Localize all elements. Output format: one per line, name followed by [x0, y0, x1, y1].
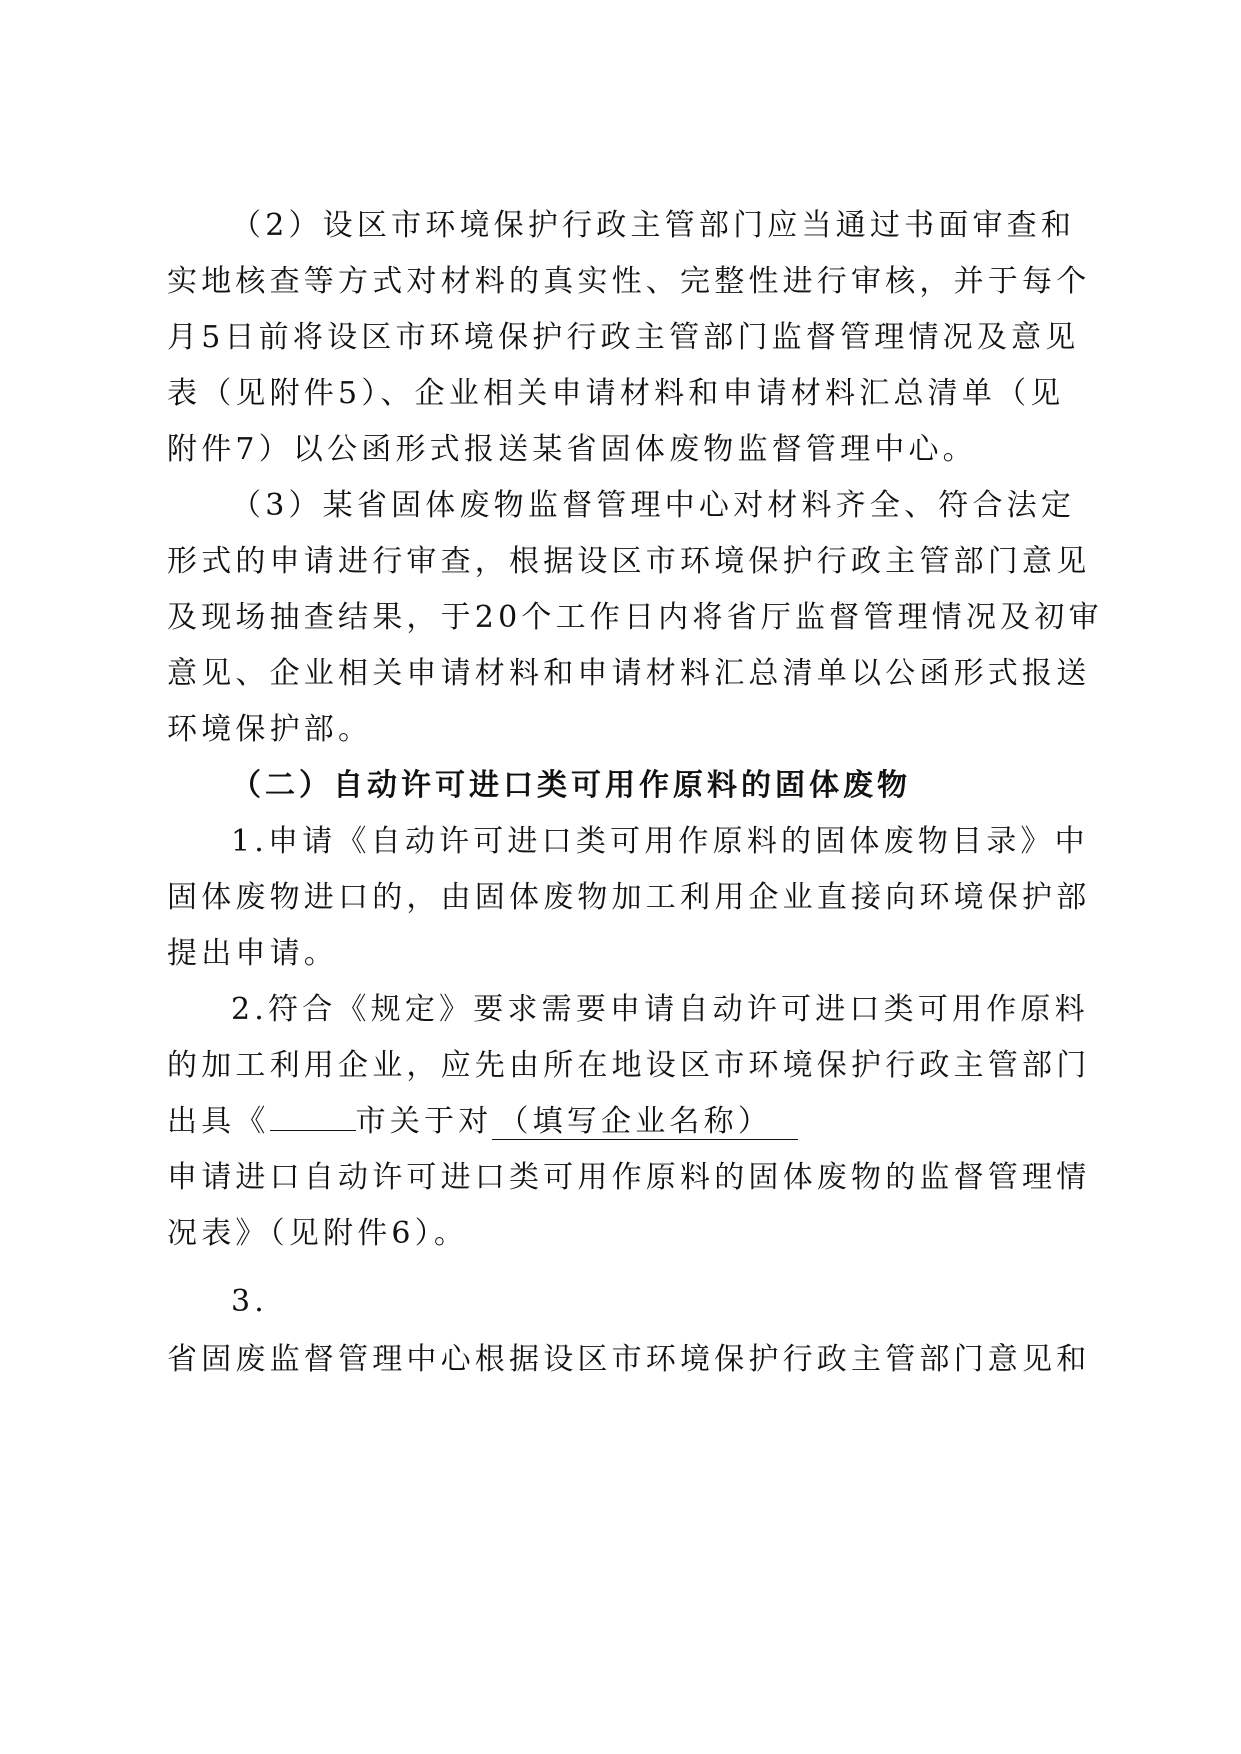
paragraph-line: 3. — [231, 1284, 269, 1319]
paragraph-line: 的加工利用企业，应先由所在地设区市环境保护行政主管部门 — [167, 1048, 1091, 1083]
paragraph-line: 环境保护部。 — [167, 712, 373, 747]
paragraph-line: 实地核查等方式对材料的真实性、完整性进行审核，并于每个 — [167, 264, 1091, 299]
paragraph-line: 表（见附件5）、企业相关申请材料和申请材料汇总清单（见 — [167, 376, 1065, 411]
form-line — [167, 1102, 798, 1142]
paragraph-line: 固体废物进口的，由固体废物加工利用企业直接向环境保护部 — [167, 880, 1091, 915]
paragraph-line: 1.申请《自动许可进口类可用作原料的固体废物目录》中 — [231, 824, 1089, 859]
paragraph-line: 申请进口自动许可进口类可用作原料的固体废物的监督管理情 — [167, 1160, 1091, 1195]
paragraph-line: 况表》（见附件6）。 — [167, 1216, 469, 1251]
city-blank-field[interactable] — [270, 1102, 356, 1131]
paragraph-line: 附件7）以公函形式报送某省固体废物监督管理中心。 — [167, 432, 977, 467]
form-line-prefix: 出具《 — [167, 1104, 270, 1139]
paragraph-line: （3）某省固体废物监督管理中心对材料齐全、符合法定 — [231, 488, 1076, 523]
paragraph-line: （2）设区市环境保护行政主管部门应当通过书面审查和 — [231, 208, 1076, 243]
paragraph-line: 月5日前将设区市环境保护行政主管部门监督管理情况及意见 — [167, 320, 1080, 355]
paragraph-line: 省固废监督管理中心根据设区市环境保护行政主管部门意见和 — [167, 1342, 1091, 1377]
form-line-middle: 市关于对 — [355, 1104, 493, 1139]
paragraph-line: 2.符合《规定》要求需要申请自动许可进口类可用作原料 — [231, 992, 1089, 1027]
paragraph-line: 意见、企业相关申请材料和申请材料汇总清单以公函形式报送 — [167, 656, 1091, 691]
paragraph-line: 提出申请。 — [167, 936, 338, 971]
paragraph-line: 形式的申请进行审查，根据设区市环境保护行政主管部门意见 — [167, 544, 1091, 579]
company-name-field[interactable]: （填写企业名称） — [492, 1105, 798, 1140]
paragraph-line: 及现场抽查结果，于20个工作日内将省厅监督管理情况及初审 — [167, 600, 1103, 635]
section-heading: （二）自动许可进口类可用作原料的固体废物 — [231, 768, 911, 803]
